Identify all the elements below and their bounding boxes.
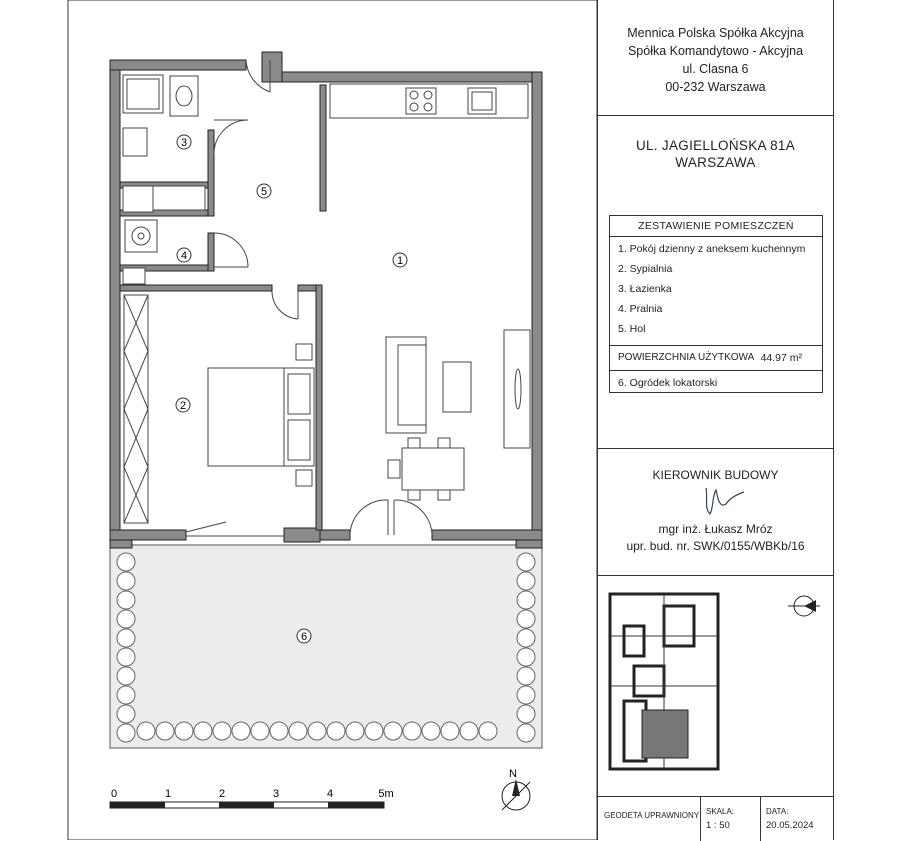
scale-tick-0: 0 bbox=[110, 788, 118, 800]
walls bbox=[110, 52, 542, 548]
shrub bbox=[517, 705, 535, 723]
site-manager-name: mgr inż. Łukasz Mróz bbox=[658, 522, 773, 536]
shrub bbox=[479, 722, 497, 740]
site-manager bbox=[598, 468, 833, 482]
address-line-1: UL. JAGIELLOŃSKA 81A bbox=[635, 138, 796, 153]
site-manager-license: upr. bud. nr. SWK/0155/WBKb/16 bbox=[626, 539, 805, 553]
date-cell bbox=[760, 797, 834, 841]
shrub bbox=[517, 553, 535, 571]
shrub bbox=[517, 572, 535, 590]
footer-cells bbox=[598, 796, 833, 841]
shrub bbox=[117, 629, 135, 647]
shrub bbox=[117, 572, 135, 590]
company-info bbox=[598, 24, 833, 96]
shrub bbox=[194, 722, 212, 740]
room-item-3: 3. Łazienka bbox=[618, 283, 672, 295]
shrub bbox=[251, 722, 269, 740]
geodeta-label: GEODETA UPRAWNIONY bbox=[604, 811, 700, 820]
shrub bbox=[327, 722, 345, 740]
scale-tick-2: 2 bbox=[218, 788, 226, 800]
shrub bbox=[117, 610, 135, 628]
site-manager-details bbox=[598, 521, 833, 555]
company-line-1: Mennica Polska Spółka Akcyjna bbox=[627, 26, 804, 40]
shrub bbox=[517, 648, 535, 666]
shrub bbox=[117, 553, 135, 571]
divider bbox=[598, 115, 833, 116]
room-1-number: 1 bbox=[396, 255, 404, 267]
living-furniture bbox=[386, 330, 530, 500]
shrub bbox=[517, 629, 535, 647]
room-1-label bbox=[393, 253, 407, 267]
scale-tick-4: 4 bbox=[326, 788, 334, 800]
room-5-label bbox=[257, 184, 271, 198]
date-label: DATA: bbox=[766, 807, 789, 816]
shrub bbox=[517, 667, 535, 685]
shrub bbox=[117, 724, 135, 742]
address-line-2: WARSZAWA bbox=[675, 155, 756, 170]
shrub bbox=[517, 610, 535, 628]
scale-tick-1: 1 bbox=[164, 788, 172, 800]
shrub bbox=[213, 722, 231, 740]
company-line-3: ul. Clasna 6 bbox=[682, 62, 749, 76]
key-plan bbox=[604, 586, 829, 776]
shrub bbox=[384, 722, 402, 740]
shrub bbox=[117, 591, 135, 609]
date-value: 20.05.2024 bbox=[766, 820, 814, 831]
company-line-2: Spółka Komandytowo - Akcyjna bbox=[627, 44, 804, 58]
divider bbox=[598, 448, 833, 449]
room-6-number: 6 bbox=[300, 631, 308, 643]
room-6-label bbox=[297, 629, 311, 643]
rooms-table bbox=[609, 215, 823, 393]
shrub bbox=[403, 722, 421, 740]
room-2-number: 2 bbox=[179, 400, 187, 412]
usable-area-row bbox=[610, 345, 822, 371]
room-4-number: 4 bbox=[180, 250, 188, 262]
shrub bbox=[156, 722, 174, 740]
shrub bbox=[289, 722, 307, 740]
geodeta-cell bbox=[598, 797, 700, 841]
usable-area-value: 44.97 m² bbox=[760, 352, 802, 364]
rooms-table-header: ZESTAWIENIE POMIESZCZEŃ bbox=[610, 216, 822, 237]
garden-area bbox=[110, 545, 542, 748]
shrub bbox=[460, 722, 478, 740]
shrub bbox=[117, 686, 135, 704]
scale-bar bbox=[110, 788, 394, 808]
garden-item: 6. Ogródek lokatorski bbox=[618, 377, 718, 389]
divider bbox=[598, 575, 833, 576]
shrub bbox=[117, 667, 135, 685]
room-item-2: 2. Sypialnia bbox=[618, 263, 673, 275]
shrub bbox=[365, 722, 383, 740]
laundry-fixtures bbox=[123, 220, 157, 284]
scale-tick-5: 5m bbox=[378, 788, 394, 800]
key-plan-north bbox=[788, 596, 820, 616]
shrub bbox=[346, 722, 364, 740]
company-line-4: 00-232 Warszawa bbox=[665, 80, 766, 94]
room-2-label bbox=[176, 398, 190, 412]
shrub bbox=[517, 686, 535, 704]
room-5-number: 5 bbox=[260, 186, 268, 198]
project-address bbox=[598, 137, 833, 171]
shrub bbox=[137, 722, 155, 740]
site-manager-title: KIEROWNIK BUDOWY bbox=[652, 468, 779, 482]
shrub bbox=[517, 724, 535, 742]
north-arrow bbox=[502, 768, 530, 810]
bed bbox=[208, 344, 314, 486]
shrub bbox=[175, 722, 193, 740]
shrub bbox=[270, 722, 288, 740]
shrub bbox=[117, 705, 135, 723]
scale-value: 1 : 50 bbox=[706, 820, 730, 831]
room-3-number: 3 bbox=[180, 137, 188, 149]
shrub bbox=[517, 591, 535, 609]
kitchen-counter bbox=[330, 84, 528, 118]
shrub bbox=[308, 722, 326, 740]
wardrobe bbox=[124, 295, 148, 523]
north-label: N bbox=[509, 768, 517, 780]
title-block bbox=[597, 0, 834, 840]
signature-mark bbox=[698, 484, 748, 518]
scale-tick-3: 3 bbox=[272, 788, 280, 800]
room-4-label bbox=[177, 248, 191, 262]
scale-label: SKALA: bbox=[706, 807, 735, 816]
bathroom-fixtures bbox=[123, 75, 205, 212]
shrub bbox=[441, 722, 459, 740]
apartment-highlight bbox=[642, 710, 688, 758]
scale-cell bbox=[700, 797, 760, 841]
shrub bbox=[117, 648, 135, 666]
shrub bbox=[422, 722, 440, 740]
room-item-5: 5. Hol bbox=[618, 323, 646, 335]
room-item-1: 1. Pokój dzienny z aneksem kuchennym bbox=[618, 243, 806, 255]
shrub bbox=[232, 722, 250, 740]
usable-area-label: POWIERZCHNIA UŻYTKOWA bbox=[618, 352, 755, 363]
room-3-label bbox=[177, 135, 191, 149]
room-item-4: 4. Pralnia bbox=[618, 303, 663, 315]
